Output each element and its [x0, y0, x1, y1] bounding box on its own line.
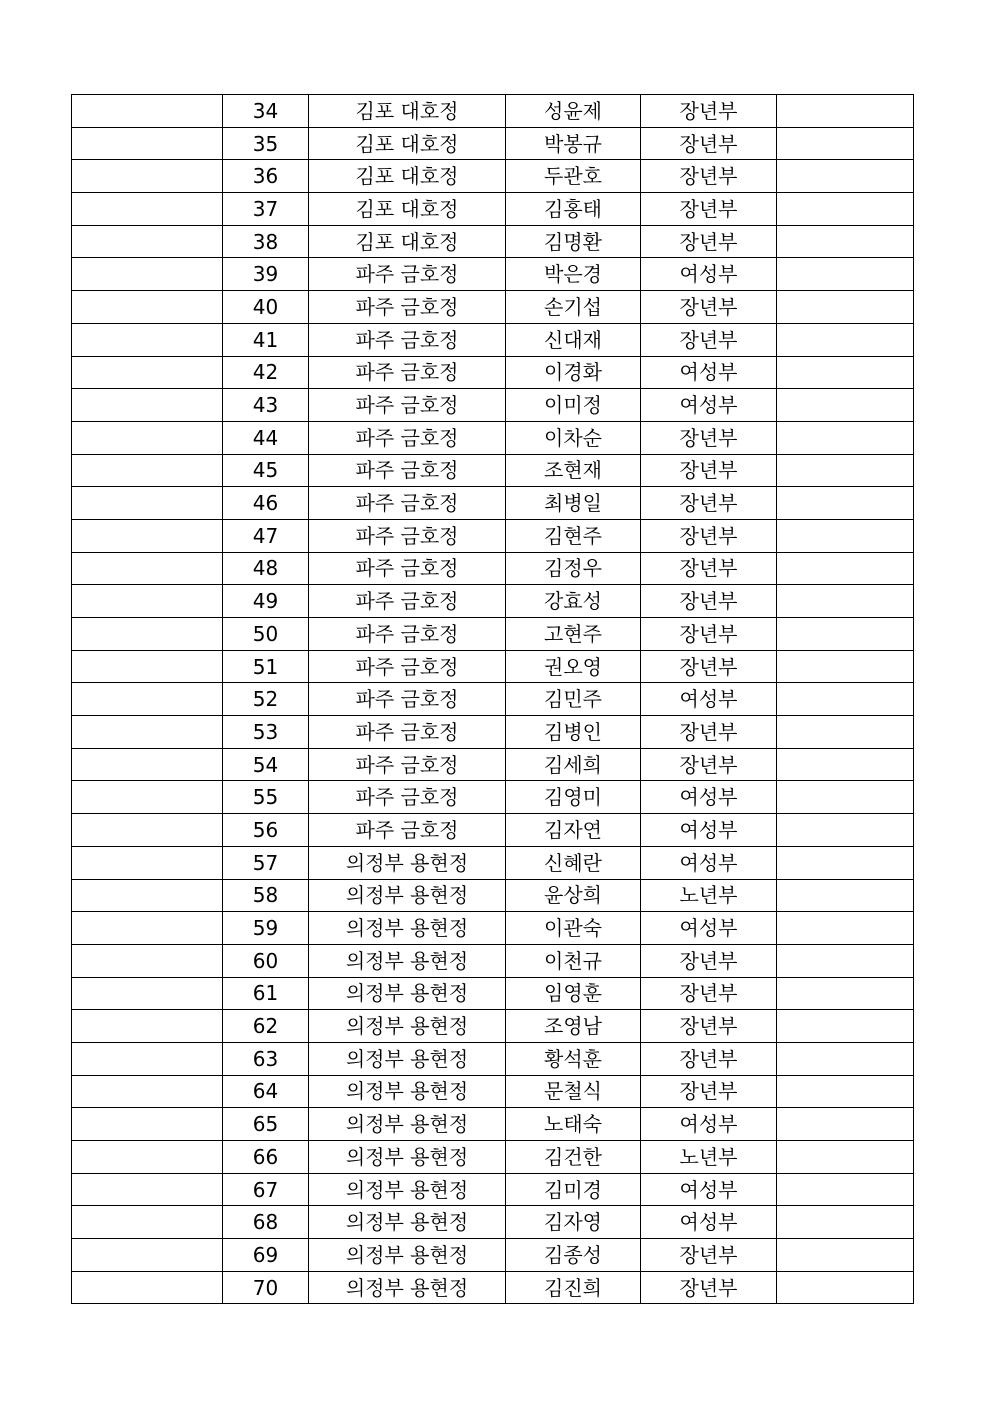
table-row: [72, 421, 914, 454]
row-number-cell: 63: [223, 1042, 309, 1075]
table-row: [72, 1075, 914, 1108]
row-blank-left-cell: [72, 258, 223, 291]
row-number-cell: 42: [223, 356, 309, 389]
table-row: [72, 258, 914, 291]
row-number-cell: 57: [223, 846, 309, 879]
row-number-cell: 70: [223, 1271, 309, 1304]
row-team-cell: 파주 금호정: [309, 389, 506, 422]
row-number-cell: 38: [223, 225, 309, 258]
row-blank-right-cell: [777, 944, 914, 977]
row-division-cell: 장년부: [641, 1239, 777, 1272]
row-blank-left-cell: [72, 879, 223, 912]
table-row: [72, 585, 914, 618]
row-team-cell: 파주 금호정: [309, 291, 506, 324]
row-team-cell: 파주 금호정: [309, 487, 506, 520]
row-blank-left-cell: [72, 519, 223, 552]
row-blank-right-cell: [777, 585, 914, 618]
row-blank-right-cell: [777, 846, 914, 879]
row-blank-left-cell: [72, 912, 223, 945]
row-blank-left-cell: [72, 160, 223, 193]
row-blank-left-cell: [72, 846, 223, 879]
row-division-cell: 장년부: [641, 1271, 777, 1304]
row-blank-right-cell: [777, 519, 914, 552]
table-row: [72, 193, 914, 226]
row-number-cell: 37: [223, 193, 309, 226]
row-division-cell: 여성부: [641, 356, 777, 389]
row-division-cell: 장년부: [641, 421, 777, 454]
table-row: [72, 127, 914, 160]
row-blank-right-cell: [777, 356, 914, 389]
row-name-cell: 김종성: [506, 1239, 641, 1272]
row-division-cell: 여성부: [641, 683, 777, 716]
row-name-cell: 권오영: [506, 650, 641, 683]
row-division-cell: 장년부: [641, 748, 777, 781]
row-blank-left-cell: [72, 781, 223, 814]
row-blank-left-cell: [72, 1239, 223, 1272]
row-name-cell: 김병인: [506, 716, 641, 749]
row-division-cell: 여성부: [641, 846, 777, 879]
row-division-cell: 장년부: [641, 454, 777, 487]
table-row: [72, 748, 914, 781]
table-row: [72, 879, 914, 912]
row-number-cell: 60: [223, 944, 309, 977]
row-division-cell: 장년부: [641, 650, 777, 683]
row-number-cell: 65: [223, 1108, 309, 1141]
row-blank-right-cell: [777, 748, 914, 781]
row-name-cell: 노태숙: [506, 1108, 641, 1141]
row-team-cell: 파주 금호정: [309, 618, 506, 651]
table-row: [72, 814, 914, 847]
table-row: [72, 291, 914, 324]
row-blank-left-cell: [72, 1010, 223, 1043]
row-number-cell: 55: [223, 781, 309, 814]
row-name-cell: 윤상희: [506, 879, 641, 912]
row-team-cell: 의정부 용현정: [309, 1042, 506, 1075]
row-number-cell: 49: [223, 585, 309, 618]
row-division-cell: 장년부: [641, 977, 777, 1010]
row-number-cell: 46: [223, 487, 309, 520]
row-name-cell: 김자연: [506, 814, 641, 847]
row-team-cell: 의정부 용현정: [309, 977, 506, 1010]
table-row: [72, 389, 914, 422]
table-row: [72, 454, 914, 487]
row-division-cell: 노년부: [641, 1141, 777, 1174]
row-team-cell: 파주 금호정: [309, 781, 506, 814]
row-name-cell: 김건한: [506, 1141, 641, 1174]
row-blank-right-cell: [777, 160, 914, 193]
table-row: [72, 912, 914, 945]
table-row: [72, 781, 914, 814]
row-name-cell: 황석훈: [506, 1042, 641, 1075]
row-blank-right-cell: [777, 291, 914, 324]
row-name-cell: 조영남: [506, 1010, 641, 1043]
table-row: [72, 977, 914, 1010]
table-row: [72, 650, 914, 683]
row-team-cell: 의정부 용현정: [309, 1206, 506, 1239]
row-blank-right-cell: [777, 193, 914, 226]
row-name-cell: 신대재: [506, 323, 641, 356]
row-blank-left-cell: [72, 421, 223, 454]
row-team-cell: 파주 금호정: [309, 585, 506, 618]
row-number-cell: 67: [223, 1173, 309, 1206]
row-blank-right-cell: [777, 1173, 914, 1206]
row-number-cell: 41: [223, 323, 309, 356]
table-row: [72, 487, 914, 520]
row-blank-left-cell: [72, 1141, 223, 1174]
row-name-cell: 손기섭: [506, 291, 641, 324]
row-name-cell: 김영미: [506, 781, 641, 814]
table-row: [72, 160, 914, 193]
table-row: [72, 1173, 914, 1206]
row-blank-left-cell: [72, 1271, 223, 1304]
row-blank-left-cell: [72, 487, 223, 520]
row-division-cell: 여성부: [641, 258, 777, 291]
row-name-cell: 김홍태: [506, 193, 641, 226]
row-division-cell: 여성부: [641, 781, 777, 814]
row-number-cell: 50: [223, 618, 309, 651]
row-blank-left-cell: [72, 291, 223, 324]
row-name-cell: 김정우: [506, 552, 641, 585]
row-name-cell: 이천규: [506, 944, 641, 977]
row-name-cell: 이차순: [506, 421, 641, 454]
row-blank-left-cell: [72, 1173, 223, 1206]
row-number-cell: 35: [223, 127, 309, 160]
row-blank-right-cell: [777, 912, 914, 945]
row-name-cell: 임영훈: [506, 977, 641, 1010]
row-division-cell: 장년부: [641, 716, 777, 749]
row-blank-left-cell: [72, 95, 223, 128]
row-blank-right-cell: [777, 1075, 914, 1108]
row-division-cell: 장년부: [641, 323, 777, 356]
row-blank-right-cell: [777, 977, 914, 1010]
row-name-cell: 이경화: [506, 356, 641, 389]
row-number-cell: 61: [223, 977, 309, 1010]
row-team-cell: 파주 금호정: [309, 716, 506, 749]
row-team-cell: 의정부 용현정: [309, 1108, 506, 1141]
row-team-cell: 파주 금호정: [309, 650, 506, 683]
row-number-cell: 34: [223, 95, 309, 128]
row-blank-right-cell: [777, 879, 914, 912]
row-team-cell: 의정부 용현정: [309, 1239, 506, 1272]
table-row: [72, 1010, 914, 1043]
table-row: [72, 846, 914, 879]
row-division-cell: 여성부: [641, 1206, 777, 1239]
row-team-cell: 파주 금호정: [309, 323, 506, 356]
row-blank-left-cell: [72, 454, 223, 487]
row-team-cell: 파주 금호정: [309, 683, 506, 716]
row-number-cell: 66: [223, 1141, 309, 1174]
row-number-cell: 45: [223, 454, 309, 487]
row-team-cell: 의정부 용현정: [309, 944, 506, 977]
table-row: [72, 618, 914, 651]
row-blank-right-cell: [777, 323, 914, 356]
row-division-cell: 장년부: [641, 291, 777, 324]
row-blank-right-cell: [777, 225, 914, 258]
table-row: [72, 683, 914, 716]
row-division-cell: 여성부: [641, 1173, 777, 1206]
row-number-cell: 69: [223, 1239, 309, 1272]
row-blank-left-cell: [72, 716, 223, 749]
row-blank-right-cell: [777, 1141, 914, 1174]
row-division-cell: 장년부: [641, 1075, 777, 1108]
row-blank-right-cell: [777, 1271, 914, 1304]
row-number-cell: 64: [223, 1075, 309, 1108]
row-division-cell: 여성부: [641, 814, 777, 847]
row-name-cell: 신혜란: [506, 846, 641, 879]
row-name-cell: 두관호: [506, 160, 641, 193]
row-number-cell: 43: [223, 389, 309, 422]
row-team-cell: 파주 금호정: [309, 748, 506, 781]
row-name-cell: 김진희: [506, 1271, 641, 1304]
row-team-cell: 김포 대호정: [309, 127, 506, 160]
row-blank-right-cell: [777, 683, 914, 716]
row-number-cell: 36: [223, 160, 309, 193]
row-number-cell: 62: [223, 1010, 309, 1043]
table-row: [72, 225, 914, 258]
table-row: [72, 1141, 914, 1174]
table-row: [72, 944, 914, 977]
row-name-cell: 강효성: [506, 585, 641, 618]
row-blank-left-cell: [72, 127, 223, 160]
row-name-cell: 문철식: [506, 1075, 641, 1108]
row-team-cell: 파주 금호정: [309, 814, 506, 847]
row-team-cell: 파주 금호정: [309, 552, 506, 585]
row-team-cell: 김포 대호정: [309, 95, 506, 128]
row-division-cell: 장년부: [641, 225, 777, 258]
row-blank-right-cell: [777, 389, 914, 422]
row-name-cell: 김미경: [506, 1173, 641, 1206]
row-name-cell: 이미정: [506, 389, 641, 422]
table-row: [72, 519, 914, 552]
table-row: [72, 1271, 914, 1304]
row-number-cell: 53: [223, 716, 309, 749]
row-blank-right-cell: [777, 1108, 914, 1141]
row-division-cell: 여성부: [641, 912, 777, 945]
row-name-cell: 박은경: [506, 258, 641, 291]
row-team-cell: 의정부 용현정: [309, 1271, 506, 1304]
row-division-cell: 장년부: [641, 160, 777, 193]
row-team-cell: 김포 대호정: [309, 193, 506, 226]
roster-table-body: [72, 95, 914, 1304]
table-row: [72, 1239, 914, 1272]
row-blank-left-cell: [72, 356, 223, 389]
row-number-cell: 68: [223, 1206, 309, 1239]
row-team-cell: 김포 대호정: [309, 160, 506, 193]
row-team-cell: 의정부 용현정: [309, 846, 506, 879]
table-row: [72, 1108, 914, 1141]
row-name-cell: 성윤제: [506, 95, 641, 128]
roster-table: [71, 94, 914, 1304]
row-blank-left-cell: [72, 683, 223, 716]
row-name-cell: 김세희: [506, 748, 641, 781]
row-blank-right-cell: [777, 454, 914, 487]
table-row: [72, 1042, 914, 1075]
row-name-cell: 김민주: [506, 683, 641, 716]
row-blank-right-cell: [777, 1010, 914, 1043]
row-blank-right-cell: [777, 95, 914, 128]
row-blank-left-cell: [72, 618, 223, 651]
row-team-cell: 파주 금호정: [309, 258, 506, 291]
row-blank-left-cell: [72, 650, 223, 683]
row-blank-left-cell: [72, 323, 223, 356]
row-blank-right-cell: [777, 258, 914, 291]
row-number-cell: 56: [223, 814, 309, 847]
row-name-cell: 김현주: [506, 519, 641, 552]
row-division-cell: 장년부: [641, 944, 777, 977]
row-division-cell: 장년부: [641, 1010, 777, 1043]
row-division-cell: 장년부: [641, 193, 777, 226]
row-name-cell: 김명환: [506, 225, 641, 258]
row-number-cell: 54: [223, 748, 309, 781]
row-team-cell: 파주 금호정: [309, 421, 506, 454]
row-number-cell: 51: [223, 650, 309, 683]
row-number-cell: 47: [223, 519, 309, 552]
row-name-cell: 이관숙: [506, 912, 641, 945]
row-name-cell: 최병일: [506, 487, 641, 520]
row-number-cell: 39: [223, 258, 309, 291]
row-blank-right-cell: [777, 552, 914, 585]
row-division-cell: 여성부: [641, 389, 777, 422]
row-team-cell: 의정부 용현정: [309, 879, 506, 912]
row-blank-left-cell: [72, 1206, 223, 1239]
row-blank-left-cell: [72, 814, 223, 847]
table-row: [72, 95, 914, 128]
row-division-cell: 장년부: [641, 127, 777, 160]
row-blank-right-cell: [777, 781, 914, 814]
row-blank-right-cell: [777, 1239, 914, 1272]
row-blank-left-cell: [72, 944, 223, 977]
row-name-cell: 박봉규: [506, 127, 641, 160]
table-row: [72, 552, 914, 585]
row-team-cell: 의정부 용현정: [309, 1010, 506, 1043]
row-blank-right-cell: [777, 1206, 914, 1239]
table-row: [72, 323, 914, 356]
row-blank-right-cell: [777, 421, 914, 454]
row-blank-left-cell: [72, 1108, 223, 1141]
row-blank-left-cell: [72, 977, 223, 1010]
row-team-cell: 의정부 용현정: [309, 1173, 506, 1206]
row-team-cell: 의정부 용현정: [309, 1141, 506, 1174]
row-blank-left-cell: [72, 193, 223, 226]
row-blank-left-cell: [72, 585, 223, 618]
row-name-cell: 고현주: [506, 618, 641, 651]
row-division-cell: 장년부: [641, 618, 777, 651]
table-row: [72, 356, 914, 389]
row-division-cell: 여성부: [641, 1108, 777, 1141]
table-row: [72, 716, 914, 749]
row-blank-right-cell: [777, 127, 914, 160]
row-division-cell: 장년부: [641, 1042, 777, 1075]
row-division-cell: 장년부: [641, 95, 777, 128]
row-number-cell: 40: [223, 291, 309, 324]
row-blank-left-cell: [72, 552, 223, 585]
row-team-cell: 의정부 용현정: [309, 1075, 506, 1108]
row-number-cell: 48: [223, 552, 309, 585]
row-blank-left-cell: [72, 1042, 223, 1075]
row-team-cell: 김포 대호정: [309, 225, 506, 258]
row-division-cell: 장년부: [641, 585, 777, 618]
row-blank-right-cell: [777, 716, 914, 749]
row-division-cell: 장년부: [641, 487, 777, 520]
row-blank-right-cell: [777, 650, 914, 683]
row-team-cell: 의정부 용현정: [309, 912, 506, 945]
row-name-cell: 조현재: [506, 454, 641, 487]
row-blank-left-cell: [72, 389, 223, 422]
table-row: [72, 1206, 914, 1239]
row-name-cell: 김자영: [506, 1206, 641, 1239]
row-blank-left-cell: [72, 748, 223, 781]
row-division-cell: 장년부: [641, 552, 777, 585]
row-blank-right-cell: [777, 487, 914, 520]
row-blank-left-cell: [72, 225, 223, 258]
row-blank-left-cell: [72, 1075, 223, 1108]
row-division-cell: 노년부: [641, 879, 777, 912]
row-team-cell: 파주 금호정: [309, 519, 506, 552]
row-team-cell: 파주 금호정: [309, 454, 506, 487]
row-number-cell: 44: [223, 421, 309, 454]
row-division-cell: 장년부: [641, 519, 777, 552]
row-blank-right-cell: [777, 1042, 914, 1075]
row-number-cell: 58: [223, 879, 309, 912]
row-team-cell: 파주 금호정: [309, 356, 506, 389]
row-blank-right-cell: [777, 618, 914, 651]
row-blank-right-cell: [777, 814, 914, 847]
row-number-cell: 52: [223, 683, 309, 716]
row-number-cell: 59: [223, 912, 309, 945]
